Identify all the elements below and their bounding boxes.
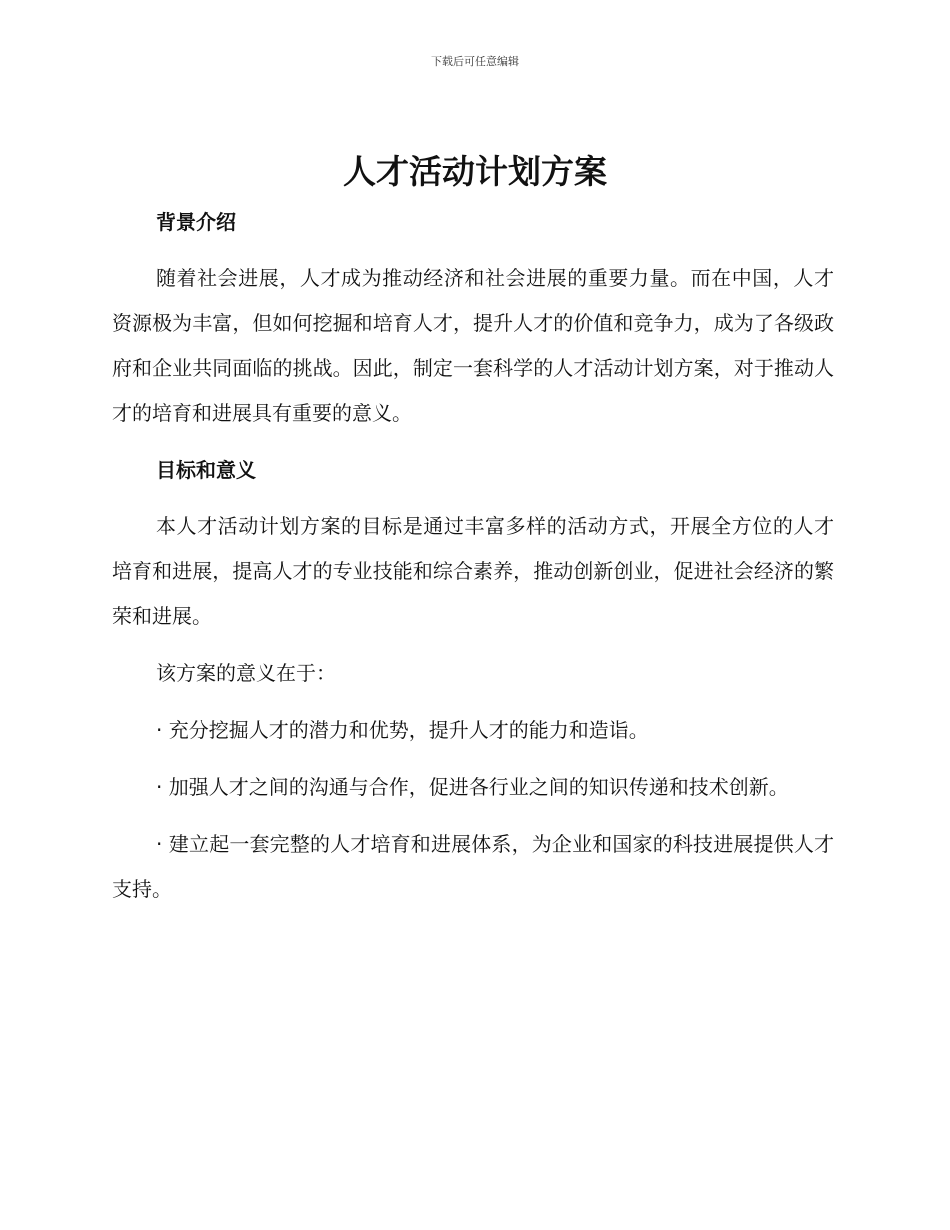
document-title: 人才活动计划方案: [343, 152, 607, 191]
bullet-item-3: · 建立起一套完整的人才培育和进展体系，为企业和国家的科技进展提供人才支持。: [112, 832, 834, 901]
section-heading-goals: 目标和意义: [156, 458, 256, 482]
header-note: 下载后可任意编辑: [431, 55, 519, 68]
goals-paragraph: 本人才活动计划方案的目标是通过丰富多样的活动方式，开展全方位的人才培育和进展，提高人才的专业技能和综合素养，推动创新创业，促进社会经济的繁荣和进展。: [112, 514, 834, 628]
bullet-item-2: · 加强人才之间的沟通与合作，促进各行业之间的知识传递和技术创新。: [156, 775, 789, 799]
section-heading-background: 背景介绍: [156, 210, 236, 234]
bullet-item-1: · 充分挖掘人才的潜力和优势，提升人才的能力和造诣。: [156, 718, 649, 742]
background-paragraph: 随着社会进展，人才成为推动经济和社会进展的重要力量。而在中国，人才资源极为丰富，但如何挖掘和培育人才，提升人才的价值和竞争力，成为了各级政府和企业共同面临的挑战。因此，制定一套科学的人才活动计划方案，对于推动人才的培育和进展具有重要的意义。: [112, 266, 834, 425]
significance-intro: 该方案的意义在于：: [156, 661, 336, 685]
document-body: [112, 200, 834, 912]
